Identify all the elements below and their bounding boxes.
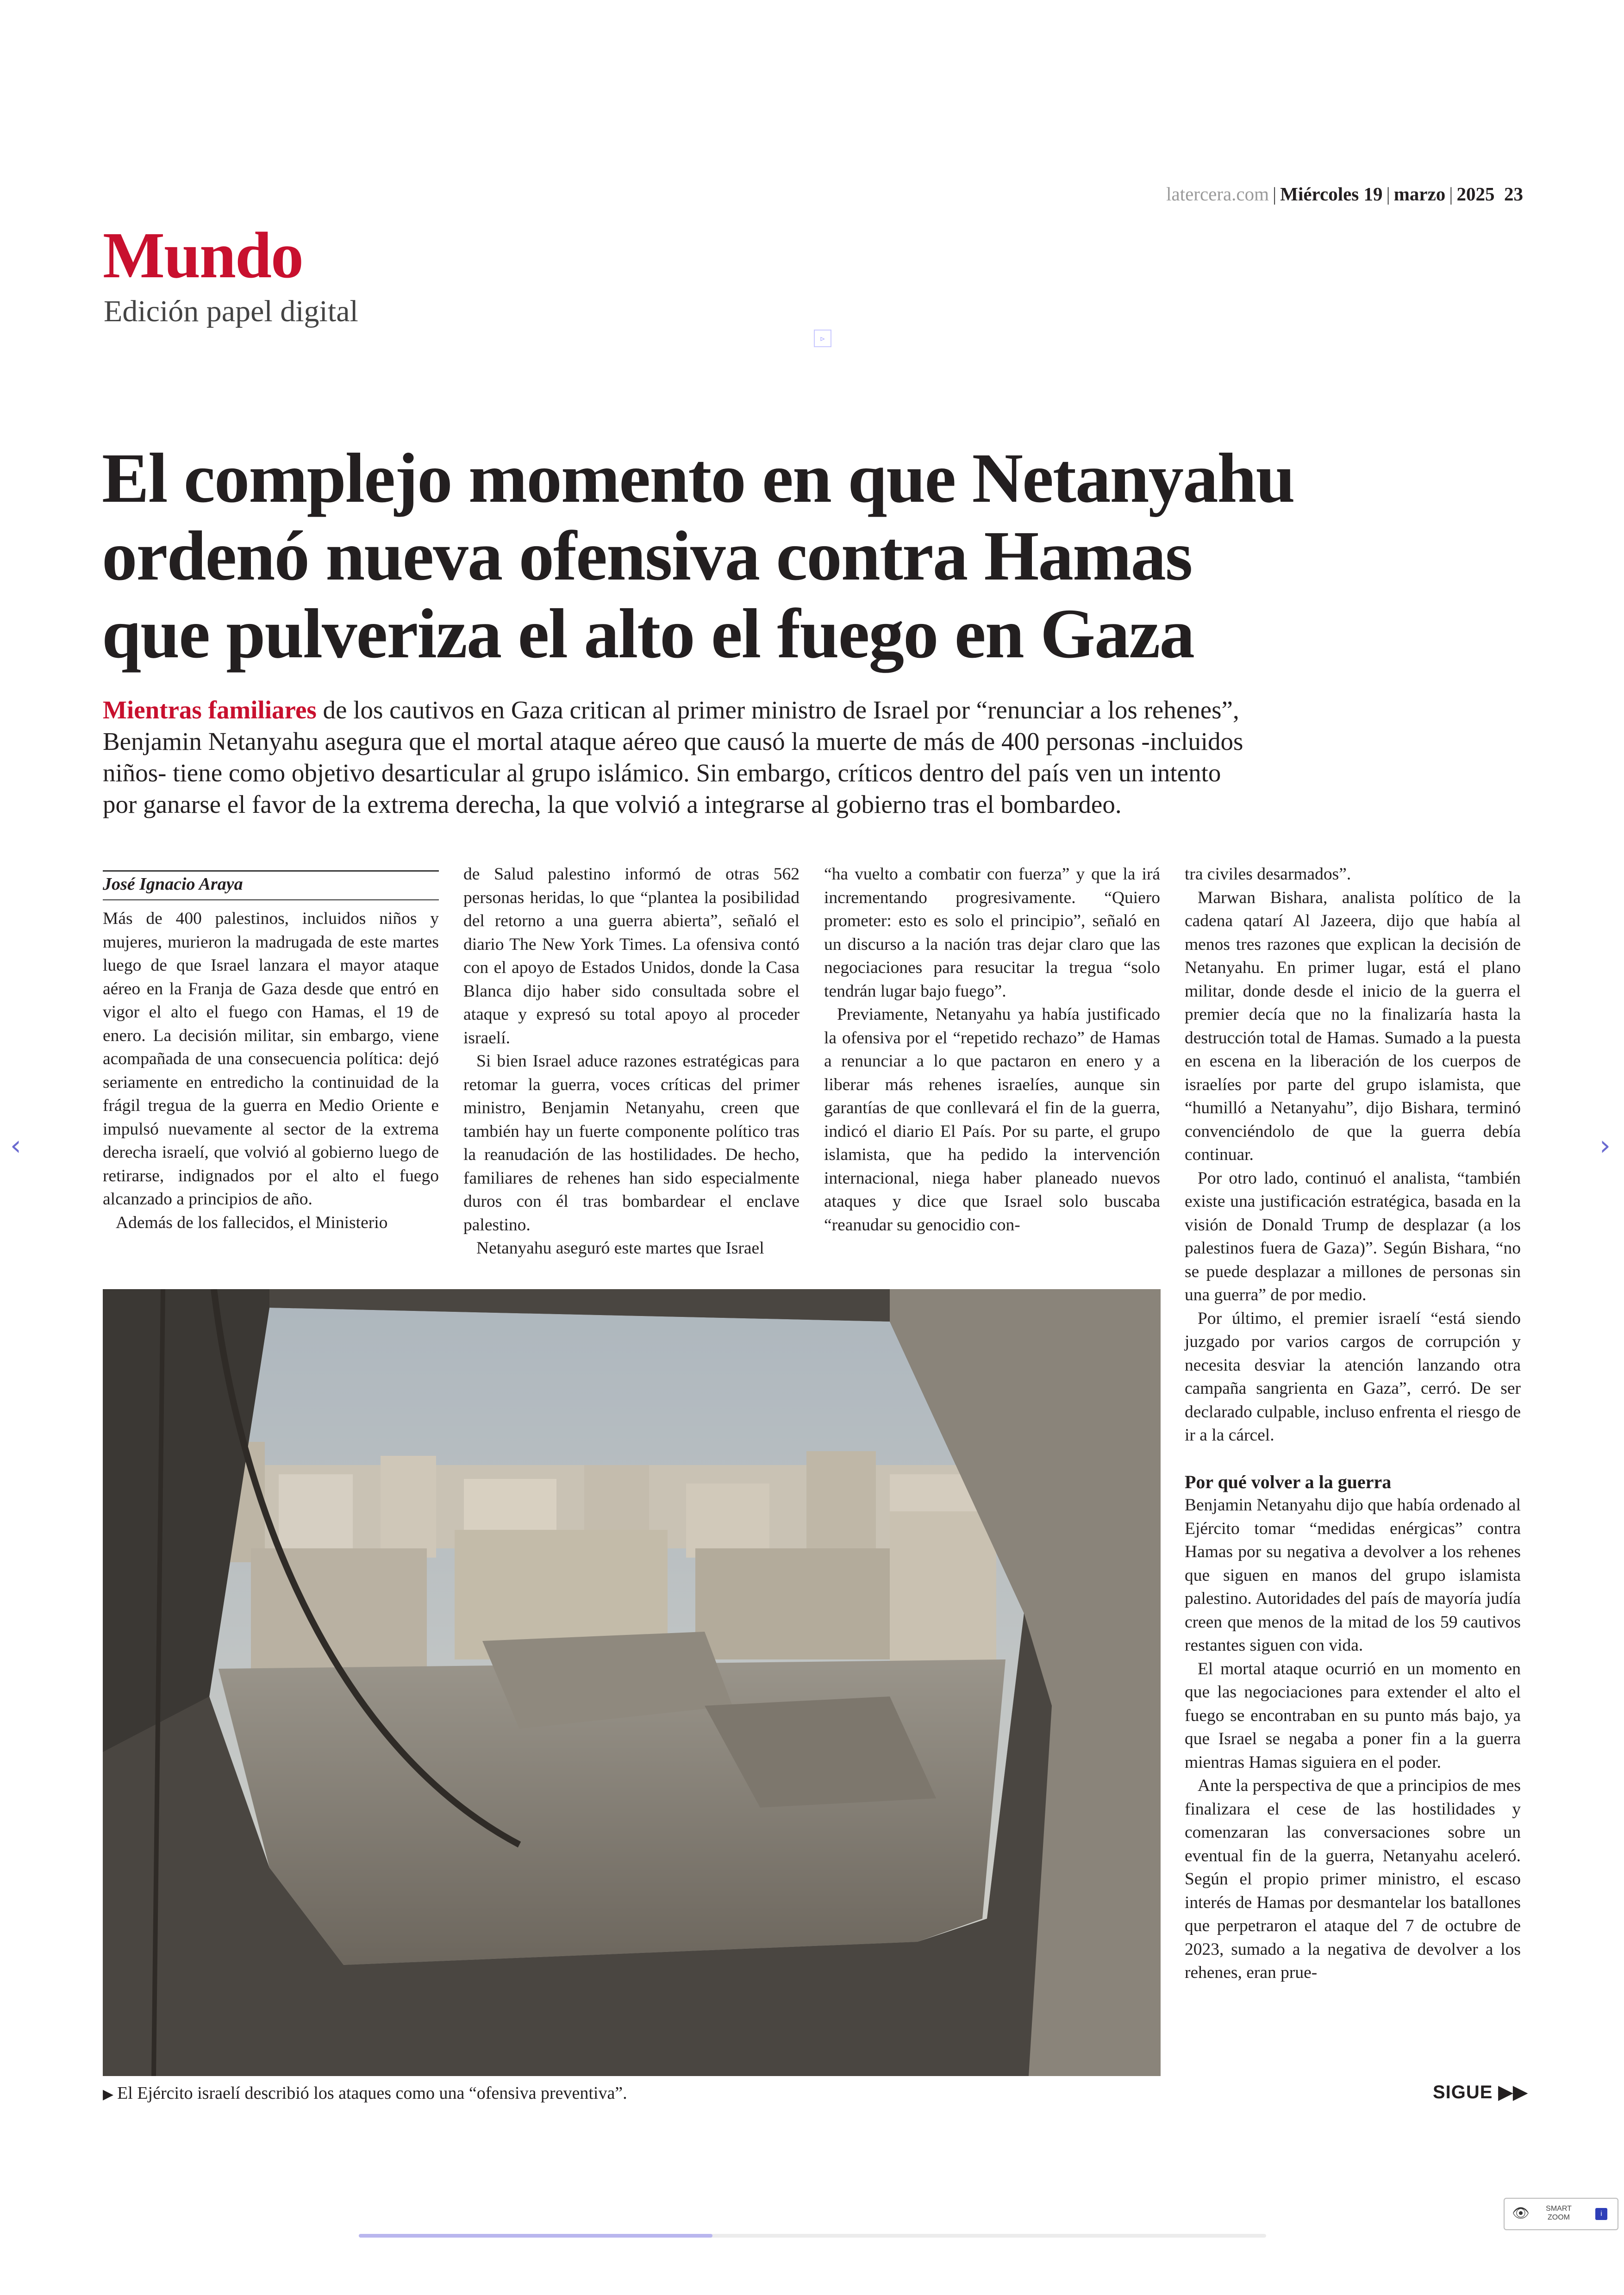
paragraph: El mortal ataque ocurrió en un momento en que las negociaciones para extender el alto el fuego se encontraban en su punto más bajo, ya que Israel se negaba a poner fin a la guerra mientras Hamas siguiera en el poder. xyxy=(1185,1659,1521,1772)
subhead: Por qué volver a la guerra xyxy=(1185,1471,1392,1492)
paragraph: tra civiles desarmados”. xyxy=(1185,865,1351,884)
paragraph: Previamente, Netanyahu ya había justificado la ofensiva por el “repetido rechazo” de Hamas a renunciar a lo que pactaron en enero y a liberar más rehenes israelíes, aunque sin garantías de que conllevará el fin de la guerra, indicó el diario El País. Por su parte, el grupo islamista, que ha pedido la intervención internacional, niega haber planeado nuevos ataques y dice que Israel solo buscaba “reanudar su genocidio con- xyxy=(824,1005,1160,1235)
byline-rule xyxy=(103,899,439,900)
deck-lead: Mientras familiares xyxy=(103,696,317,724)
paragraph: Benjamin Netanyahu dijo que había ordenado al Ejército tomar “medidas enérgicas” contra Hamas por su negativa a devolver a los rehenes que siguen en manos del grupo islamista palestino. Autoridades del país de mayoría judía creen que menos de la mitad de los 59 cautivos restantes siguen con vida. xyxy=(1185,1496,1521,1655)
deck-line-3: niños- tiene como objetivo desarticular al grupo islámico. Sin embargo, críticos dentro del país ven un intento xyxy=(103,759,1221,787)
caption-text: El Ejército israelí describió los ataques como una “ofensiva preventiva”. xyxy=(117,2083,627,2103)
photo-illustration xyxy=(103,1289,1161,2076)
paragraph: Ante la perspectiva de que a principios de mes finalizara el cese de las hostilidades y comenzaran las conversaciones sobre un eventual fin de la guerra, Netanyahu aceleró. Según el propio primer ministro, el escaso interés de Hamas por desmantelar los batallones que perpetraron el ataque del 7 de octubre de 2023, sumado a la negativa de devolver a los rehenes, eran prue- xyxy=(1185,1776,1521,1982)
paragraph: Netanyahu aseguró este martes que Israel xyxy=(476,1239,764,1258)
paragraph: Por otro lado, continuó el analista, “también existe una justificación estratégica, basada en la visión de Donald Trump de desplazar (a los palestinos fuera de Gaza)”. Según Bishara, “no se puede desplazar a millones de personas sin una guerra” de por medio. xyxy=(1185,1168,1521,1304)
headline-line-1: El complejo momento en que Netanyahu xyxy=(102,439,1294,518)
headline xyxy=(102,440,1472,673)
header-month: marzo xyxy=(1393,183,1446,205)
page-progress-fill xyxy=(359,2234,712,2238)
smart-zoom-button[interactable] xyxy=(1504,2198,1618,2230)
info-badge-icon: i xyxy=(1595,2208,1607,2220)
header-day: Miércoles 19 xyxy=(1280,183,1383,205)
body-column-2 xyxy=(463,863,800,1260)
paragraph: Por último, el premier israelí “está siendo juzgado por varios cargos de corrupción y necesita desviar la atención lanzando otra campaña sangrienta en Gaza”, cerró. De ser declarado culpable, incluso enfrenta el riesgo de ir a la cárcel. xyxy=(1185,1309,1521,1445)
paragraph: de Salud palestino informó de otras 562 personas heridas, lo que “plantea la posibilidad del retorno a una guerra abierta”, señaló el diario The New York Times. La ofensiva contó con el apoyo de Estados Unidos, donde la Casa Blanca dijo haber sido consultada sobre el ataque y expresó su total apoyo al proceder israelí. xyxy=(463,865,800,1048)
paragraph: Marwan Bishara, analista político de la cadena qatarí Al Jazeera, dijo que había al menos tres razones que explican la decisión de Netanyahu. En primer lugar, está el plano militar, donde desde el inicio de la guerra el premier decía que no la finalizaría hasta la destrucción total de Hamas. Sumado a la puesta en escena en la liberación de los cuerpos de israelíes por parte del grupo islamista, que “humilló a Netanyahu”, dijo Bishara, terminó convenciéndolo de que la guerra debía continuar. xyxy=(1185,888,1521,1164)
page-number: 23 xyxy=(1504,183,1523,205)
paragraph: Además de los fallecidos, el Ministerio xyxy=(116,1213,388,1232)
photo-caption xyxy=(103,2083,627,2103)
body-column-3 xyxy=(824,863,1160,1237)
article-photo xyxy=(103,1289,1161,2076)
zoom-label: SMART ZOOM xyxy=(1546,2205,1572,2221)
headline-line-2: ordenó nueva ofensiva contra Hamas xyxy=(102,517,1192,595)
previous-page-icon[interactable]: ‹ xyxy=(10,1129,21,1162)
caption-arrow-icon: ▶ xyxy=(103,2086,114,2102)
headline-line-3: que pulveriza el alto el fuego en Gaza xyxy=(102,595,1194,673)
paragraph: Más de 400 palestinos, incluidos niños y mujeres, murieron la madrugada de este martes luego de que Israel lanzara el mayor ataque aéreo en la Franja de Gaza desde que entró en vigor el alto el fuego con Hamas, el 19 de enero. La decisión militar, sin embargo, viene acompañada de una consecuencia política: dejó seriamente en entredicho la continuidad de la frágil tregua de la guerra en Medio Oriente e impulsó nuevamente al sector de la extrema derecha israelí, que volvió al gobierno luego de retirarse, indignados por el alto el fuego alcanzado a principios de año. xyxy=(103,909,439,1209)
body-column-1 xyxy=(103,907,439,1235)
deck-line-4: por ganarse el favor de la extrema derecha, la que volvió a integrarse al gobierno tras el bombardeo. xyxy=(103,790,1122,818)
deck-line-1-rest: de los cautivos en Gaza critican al primer ministro de Israel por “renunciar a los rehenes”, xyxy=(316,696,1239,724)
eye-icon: 👁 xyxy=(1512,2206,1530,2221)
continue-label[interactable]: SIGUE ▶▶ xyxy=(1433,2082,1528,2102)
deck xyxy=(103,694,1418,820)
next-page-icon[interactable]: › xyxy=(1599,1129,1611,1162)
site-name: latercera.com xyxy=(1166,183,1269,205)
section-title: Mundo xyxy=(103,218,303,292)
edition-subtitle: Edición papel digital xyxy=(104,294,358,328)
deck-line-2: Benjamin Netanyahu asegura que el mortal ataque aéreo que causó la muerte de más de 400 personas -incluidos xyxy=(103,727,1243,755)
deck-line-1 xyxy=(103,694,1418,726)
body-column-4 xyxy=(1185,863,1521,1985)
byline-rule xyxy=(103,870,439,872)
header-year: 2025 xyxy=(1456,183,1495,205)
page-progress-bar[interactable] xyxy=(359,2234,1266,2238)
header-dateline: latercera.com | Miércoles 19 | marzo | 2025 23 xyxy=(1166,183,1523,205)
ad-marker-icon[interactable]: ▹ xyxy=(814,330,831,347)
byline: José Ignacio Araya xyxy=(103,874,243,894)
paragraph: Si bien Israel aduce razones estratégicas para retomar la guerra, voces críticas del primer ministro, Benjamin Netanyahu, creen que también hay un fuerte componente político tras la reanudación de las hostilidades. De hecho, familiares de rehenes han sido especialmente duros con él tras bombardear el enclave palestino. xyxy=(463,1052,800,1235)
paragraph: “ha vuelto a combatir con fuerza” y que la irá incrementando progresivamente. “Quiero prometer: esto es solo el principio”, señaló en un discurso a la nación tras dejar claro que las negociaciones para resucitar la tregua “solo tendrán lugar bajo fuego”. xyxy=(824,865,1160,1001)
